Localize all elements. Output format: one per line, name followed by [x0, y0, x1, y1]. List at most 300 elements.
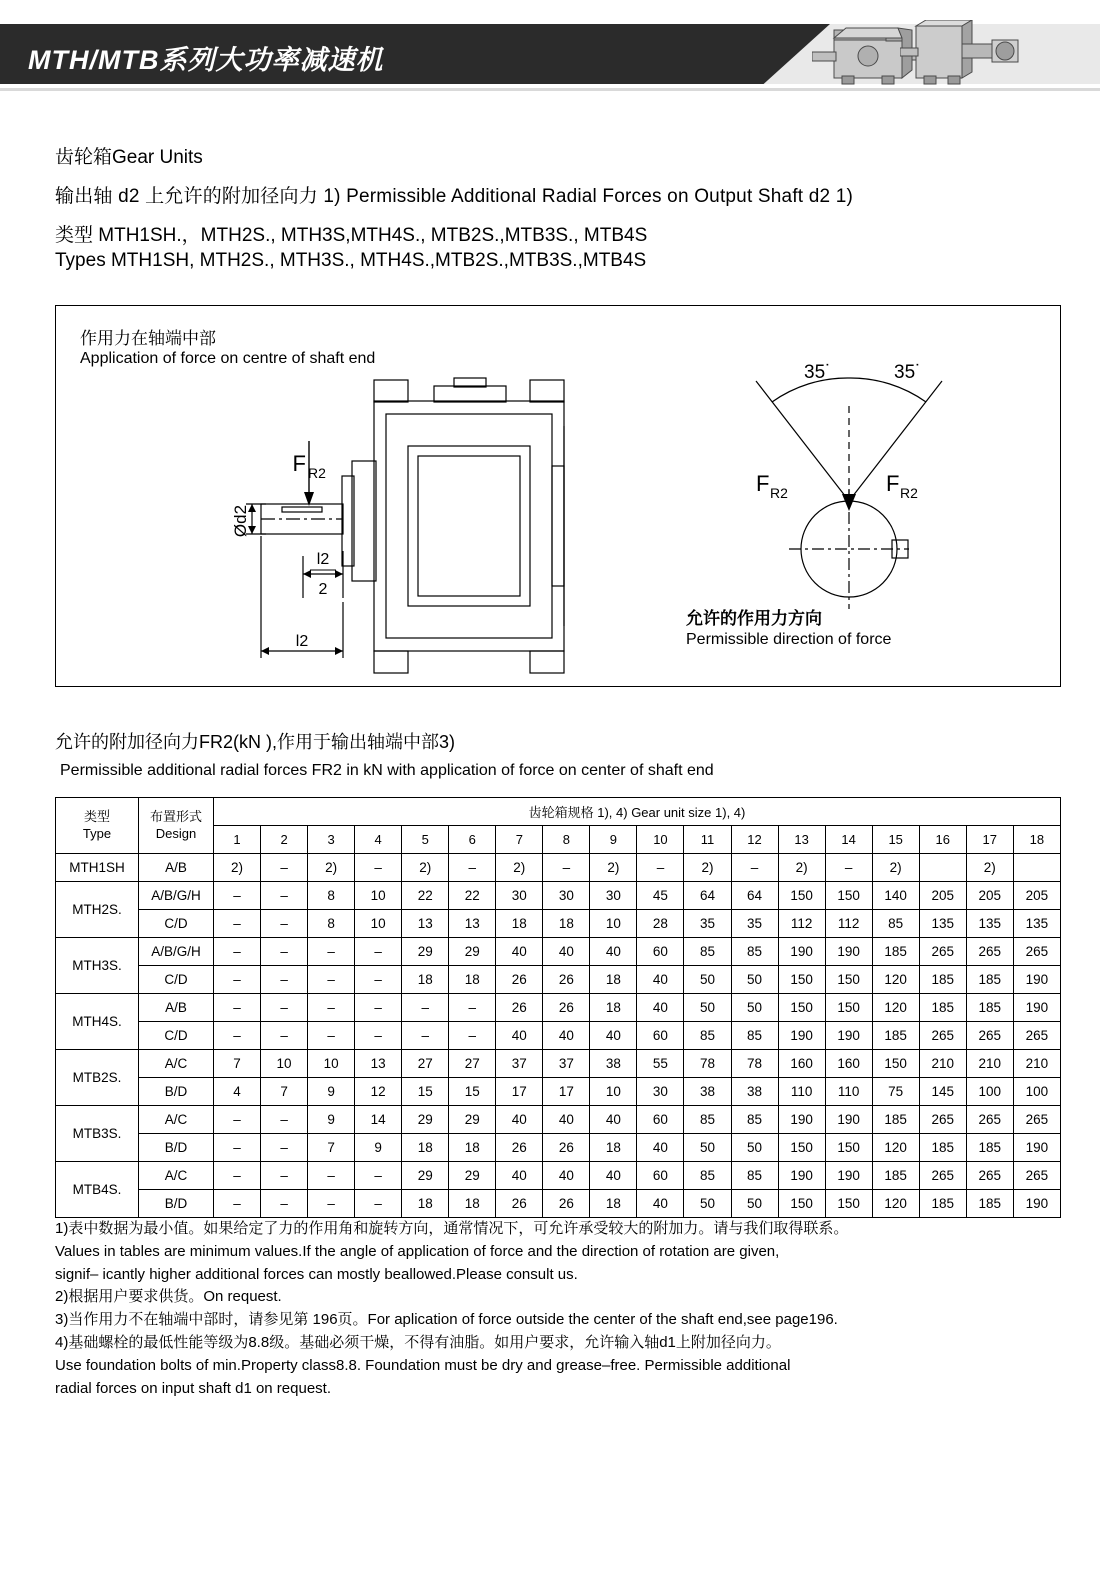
page-header [0, 0, 1100, 105]
cell-value [919, 854, 966, 882]
cell-value: 26 [496, 966, 543, 994]
cell-value: – [355, 854, 402, 882]
svg-text:F: F [292, 451, 306, 476]
cell-design: A/C [139, 1162, 214, 1190]
header-type [56, 798, 139, 854]
header-size-15: 15 [872, 826, 919, 854]
intro-block [55, 142, 1065, 272]
cell-value: 2) [872, 854, 919, 882]
svg-text:l2: l2 [316, 551, 330, 568]
cell-value: – [637, 854, 684, 882]
table-row [56, 882, 1061, 910]
cell-value: 150 [825, 994, 872, 1022]
cell-value: 150 [825, 1190, 872, 1218]
cell-design: B/D [139, 1134, 214, 1162]
cell-value: 265 [919, 1022, 966, 1050]
cell-value: 185 [919, 1134, 966, 1162]
cell-value: 185 [872, 1162, 919, 1190]
footnote-line: 3)当作用力不在轴端中部时，请参见第 196页。For aplication of force outside the center of the shaft end,see page196. [55, 1311, 838, 1329]
cell-value: 50 [684, 1134, 731, 1162]
cell-value: 75 [872, 1078, 919, 1106]
cell-value: – [308, 1162, 355, 1190]
intro-line-4: Types MTH1SH, MTH2S., MTH3S., MTH4S.,MTB2S.,MTB3S.,MTB4S [55, 250, 647, 271]
cell-value: 40 [637, 1190, 684, 1218]
header-size-6: 6 [449, 826, 496, 854]
cell-value: 50 [684, 994, 731, 1022]
table-row [56, 1106, 1061, 1134]
footnote-line: signif– icantly higher additional forces can mostly beallowed.Please consult us. [55, 1265, 578, 1283]
cell-value: 40 [637, 1134, 684, 1162]
cell-value: – [308, 994, 355, 1022]
cell-value: 160 [778, 1050, 825, 1078]
gearbox-product-photo-right-icon [900, 20, 1080, 90]
cell-value: 29 [402, 938, 449, 966]
cell-value: 85 [731, 938, 778, 966]
header-size-16: 16 [919, 826, 966, 854]
cell-value: 22 [402, 882, 449, 910]
page-title: MTH/MTB系列大功率减速机 [28, 45, 384, 75]
cell-value: – [543, 854, 590, 882]
cell-value: 50 [684, 1190, 731, 1218]
header-type-en: Type [82, 825, 112, 841]
cell-value: – [214, 1022, 261, 1050]
cell-value: – [261, 882, 308, 910]
header-size-17: 17 [966, 826, 1013, 854]
cell-value: – [261, 854, 308, 882]
cell-value: 160 [825, 1050, 872, 1078]
cell-value: 50 [684, 966, 731, 994]
cell-value: 28 [637, 910, 684, 938]
cell-value: 185 [919, 1190, 966, 1218]
cell-value: 2) [778, 854, 825, 882]
cell-value: 13 [355, 1050, 402, 1078]
cell-value: – [449, 1022, 496, 1050]
cell-value: 60 [637, 938, 684, 966]
cell-value: 10 [308, 1050, 355, 1078]
svg-text:35˙: 35˙ [804, 362, 832, 383]
cell-value: – [355, 938, 402, 966]
cell-value: 140 [872, 882, 919, 910]
cell-type: MTB4S. [56, 1162, 139, 1218]
header-type-cn: 类型 [83, 809, 110, 825]
cell-value: – [355, 1022, 402, 1050]
cell-value: 85 [684, 1106, 731, 1134]
cell-value: 50 [731, 966, 778, 994]
cell-value: 26 [543, 1134, 590, 1162]
cell-value: 190 [778, 1106, 825, 1134]
header-size-3: 3 [308, 826, 355, 854]
cell-value: 112 [778, 910, 825, 938]
header-size-2: 2 [261, 826, 308, 854]
cell-value: 185 [872, 1022, 919, 1050]
cell-value: 112 [825, 910, 872, 938]
cell-value: 37 [543, 1050, 590, 1078]
gearbox-technical-drawing [56, 306, 1062, 686]
cell-value: 38 [731, 1078, 778, 1106]
cell-value: 30 [637, 1078, 684, 1106]
cell-value: – [731, 854, 778, 882]
cell-value: 14 [355, 1106, 402, 1134]
cell-value: 185 [872, 1106, 919, 1134]
svg-text:R2: R2 [900, 485, 918, 501]
cell-value: 190 [1013, 966, 1060, 994]
svg-text:Ød2: Ød2 [231, 504, 250, 538]
figure-box [55, 305, 1061, 687]
cell-design: C/D [139, 910, 214, 938]
cell-value: – [308, 966, 355, 994]
header-design-cn: 布置形式 [149, 809, 202, 825]
cell-value: 265 [1013, 938, 1060, 966]
cell-value: 15 [449, 1078, 496, 1106]
cell-value: 7 [261, 1078, 308, 1106]
cell-value: 64 [731, 882, 778, 910]
table-row [56, 1022, 1061, 1050]
cell-value: 85 [731, 1106, 778, 1134]
cell-value: 29 [449, 1106, 496, 1134]
cell-value: 18 [590, 1190, 637, 1218]
table-row [56, 994, 1061, 1022]
footnote-line: radial forces on input shaft d1 on request. [55, 1379, 332, 1397]
cell-value: – [214, 910, 261, 938]
cell-value: 210 [966, 1050, 1013, 1078]
cell-value: 40 [543, 1162, 590, 1190]
table-row [56, 966, 1061, 994]
cell-value: – [308, 938, 355, 966]
cell-value: 10 [261, 1050, 308, 1078]
cell-value: 120 [872, 1190, 919, 1218]
cell-value: – [214, 882, 261, 910]
cell-value: 85 [731, 1162, 778, 1190]
cell-design: C/D [139, 966, 214, 994]
cell-value: 2) [308, 854, 355, 882]
header-size-4: 4 [355, 826, 402, 854]
cell-value: 40 [637, 966, 684, 994]
cell-value: 38 [590, 1050, 637, 1078]
cell-value: 185 [966, 994, 1013, 1022]
cell-value: 40 [543, 1106, 590, 1134]
cell-value: 30 [543, 882, 590, 910]
cell-value: 135 [919, 910, 966, 938]
svg-text:35˙: 35˙ [894, 362, 922, 383]
cell-type: MTH3S. [56, 938, 139, 994]
cell-value: 2) [590, 854, 637, 882]
cell-value [1013, 854, 1060, 882]
cell-value: 60 [637, 1022, 684, 1050]
header-size-13: 13 [778, 826, 825, 854]
cell-value: 150 [778, 1190, 825, 1218]
cell-value: 18 [590, 994, 637, 1022]
cell-value: 100 [966, 1078, 1013, 1106]
cell-value: 190 [825, 1162, 872, 1190]
cell-value: – [402, 994, 449, 1022]
header-size-7: 7 [496, 826, 543, 854]
cell-value: 18 [449, 1134, 496, 1162]
cell-value: 150 [825, 966, 872, 994]
cell-value: 120 [872, 1134, 919, 1162]
cell-value: 60 [637, 1106, 684, 1134]
cell-value: – [261, 1022, 308, 1050]
cell-value: 17 [543, 1078, 590, 1106]
header-size-1: 1 [214, 826, 261, 854]
footnote-line: Values in tables are minimum values.If the angle of application of force and the direction of rotation are given, [55, 1242, 780, 1260]
cell-value: – [214, 1134, 261, 1162]
cell-value: 185 [966, 1134, 1013, 1162]
cell-value: 2) [214, 854, 261, 882]
cell-value: 2) [402, 854, 449, 882]
cell-design: A/B/G/H [139, 938, 214, 966]
svg-text:F: F [756, 471, 770, 496]
header-size-8: 8 [543, 826, 590, 854]
cell-value: – [214, 1162, 261, 1190]
cell-value: – [214, 938, 261, 966]
footnote-line: Use foundation bolts of min.Property class8.8. Foundation must be dry and grease–free. Permissible additional [55, 1356, 791, 1374]
cell-value: – [261, 910, 308, 938]
header-design-en: Design [155, 825, 197, 841]
cell-value: 26 [543, 966, 590, 994]
cell-value: 26 [543, 994, 590, 1022]
cell-value: 40 [543, 938, 590, 966]
cell-value: 150 [825, 882, 872, 910]
cell-value: 265 [966, 1162, 1013, 1190]
cell-value: 18 [402, 1134, 449, 1162]
cell-value: 7 [214, 1050, 261, 1078]
header-design [139, 798, 214, 854]
cell-value: – [261, 1162, 308, 1190]
cell-value: 4 [214, 1078, 261, 1106]
cell-value: 50 [731, 1134, 778, 1162]
cell-value: 190 [778, 1022, 825, 1050]
cell-value: 135 [1013, 910, 1060, 938]
intro-line-2: 输出轴 d2 上允许的附加径向力 1) Permissible Additional Radial Forces on Output Shaft d2 1) [55, 186, 854, 207]
cell-value: – [402, 1022, 449, 1050]
svg-text:l2: l2 [295, 633, 309, 650]
cell-value: 150 [778, 994, 825, 1022]
cell-value: 265 [919, 1106, 966, 1134]
cell-value: 40 [637, 994, 684, 1022]
cell-value: – [308, 1022, 355, 1050]
cell-value: 150 [872, 1050, 919, 1078]
footnote-line: 2)根据用户要求供货。On request. [55, 1288, 282, 1306]
cell-value: 27 [449, 1050, 496, 1078]
cell-type: MTH4S. [56, 994, 139, 1050]
cell-value: 13 [449, 910, 496, 938]
table-row [56, 1078, 1061, 1106]
cell-value: 2) [684, 854, 731, 882]
header-size-5: 5 [402, 826, 449, 854]
header-sizes: 齿轮箱规格 1), 4) Gear unit size 1), 4) [214, 798, 1061, 826]
cell-design: A/B [139, 854, 214, 882]
cell-value: 210 [919, 1050, 966, 1078]
cell-design: A/C [139, 1050, 214, 1078]
table-title-cn: 允许的附加径向力FR2(kN ),作用于输出轴端中部3) [55, 732, 455, 752]
cell-value: 29 [449, 1162, 496, 1190]
cell-value: – [214, 994, 261, 1022]
cell-value: 27 [402, 1050, 449, 1078]
cell-value: 10 [355, 882, 402, 910]
cell-design: A/B/G/H [139, 882, 214, 910]
cell-value: 8 [308, 882, 355, 910]
cell-value: 10 [590, 1078, 637, 1106]
cell-value: – [214, 1190, 261, 1218]
cell-value: 50 [731, 994, 778, 1022]
cell-value: 150 [778, 882, 825, 910]
cell-value: 190 [1013, 1190, 1060, 1218]
cell-value: 205 [966, 882, 1013, 910]
cell-value: 10 [590, 910, 637, 938]
cell-value: 40 [590, 938, 637, 966]
table-row [56, 854, 1061, 882]
figure-caption2-cn: 允许的作用力方向 [686, 609, 822, 628]
cell-value: 185 [919, 994, 966, 1022]
cell-value: 29 [402, 1162, 449, 1190]
cell-value: 150 [825, 1134, 872, 1162]
cell-design: A/B [139, 994, 214, 1022]
cell-value: – [449, 994, 496, 1022]
intro-line-1: 齿轮箱Gear Units [55, 147, 203, 168]
cell-value: – [449, 854, 496, 882]
cell-design: A/C [139, 1106, 214, 1134]
radial-forces-table [55, 797, 1061, 1218]
cell-value: 205 [919, 882, 966, 910]
cell-value: 40 [496, 1162, 543, 1190]
header-size-14: 14 [825, 826, 872, 854]
figure-caption-cn: 作用力在轴端中部 [80, 329, 216, 348]
cell-value: 40 [590, 1022, 637, 1050]
cell-value: 26 [496, 994, 543, 1022]
cell-type: MTH2S. [56, 882, 139, 938]
cell-value: 18 [449, 1190, 496, 1218]
footnote-line: 4)基础螺栓的最低性能等级为8.8级。基础必须干燥，不得有油脂。如用户要求，允许输入轴d1上附加径向力。 [55, 1333, 781, 1351]
footnote-line: 1)表中数据为最小值。如果给定了力的作用角和旋转方向，通常情况下，可允许承受较大的附加力。请与我们取得联系。 [55, 1220, 849, 1237]
cell-value: – [355, 1190, 402, 1218]
table-row [56, 910, 1061, 938]
cell-value: – [355, 1162, 402, 1190]
cell-design: B/D [139, 1078, 214, 1106]
cell-value: – [355, 994, 402, 1022]
cell-value: 29 [402, 1106, 449, 1134]
cell-type: MTH1SH [56, 854, 139, 882]
cell-value: – [214, 966, 261, 994]
cell-value: 265 [919, 938, 966, 966]
cell-value: 55 [637, 1050, 684, 1078]
cell-value: 18 [543, 910, 590, 938]
cell-value: 38 [684, 1078, 731, 1106]
cell-design: B/D [139, 1190, 214, 1218]
cell-value: 40 [543, 1022, 590, 1050]
cell-value: 265 [966, 938, 1013, 966]
footnotes [55, 1218, 1065, 1400]
cell-value: 9 [308, 1106, 355, 1134]
cell-value: 190 [825, 938, 872, 966]
cell-value: 120 [872, 994, 919, 1022]
cell-value: 13 [402, 910, 449, 938]
table-row [56, 1050, 1061, 1078]
cell-value: 265 [919, 1162, 966, 1190]
cell-value: 85 [684, 938, 731, 966]
header-size-11: 11 [684, 826, 731, 854]
cell-value: – [261, 1134, 308, 1162]
cell-value: – [308, 1190, 355, 1218]
cell-value: 29 [449, 938, 496, 966]
svg-text:R2: R2 [770, 485, 788, 501]
cell-value: 85 [872, 910, 919, 938]
cell-value: 45 [637, 882, 684, 910]
cell-value: – [261, 1106, 308, 1134]
cell-value: 190 [778, 938, 825, 966]
cell-value: 265 [966, 1106, 1013, 1134]
cell-value: 9 [355, 1134, 402, 1162]
cell-value: 135 [966, 910, 1013, 938]
table-row [56, 1190, 1061, 1218]
cell-value: 40 [496, 1022, 543, 1050]
cell-value: 10 [355, 910, 402, 938]
cell-value: 190 [825, 1022, 872, 1050]
cell-value: 2) [966, 854, 1013, 882]
cell-value: 265 [1013, 1022, 1060, 1050]
cell-value: 120 [872, 966, 919, 994]
cell-value: 30 [590, 882, 637, 910]
cell-value: 40 [496, 1106, 543, 1134]
cell-value: 100 [1013, 1078, 1060, 1106]
cell-type: MTB2S. [56, 1050, 139, 1106]
cell-value: 205 [1013, 882, 1060, 910]
header-size-18: 18 [1013, 826, 1060, 854]
cell-value: 18 [402, 966, 449, 994]
cell-value: 15 [402, 1078, 449, 1106]
cell-value: 18 [590, 966, 637, 994]
table-row [56, 938, 1061, 966]
cell-value: 150 [778, 1134, 825, 1162]
cell-value: 17 [496, 1078, 543, 1106]
cell-value: 190 [1013, 994, 1060, 1022]
svg-text:2: 2 [318, 581, 328, 598]
cell-value: 40 [590, 1106, 637, 1134]
cell-value: 85 [684, 1022, 731, 1050]
cell-value: 78 [731, 1050, 778, 1078]
table-row [56, 1134, 1061, 1162]
cell-value: 85 [684, 1162, 731, 1190]
cell-value: – [261, 966, 308, 994]
table-header-row-1 [56, 798, 1061, 826]
cell-value: 265 [1013, 1106, 1060, 1134]
cell-value: 185 [966, 1190, 1013, 1218]
table-body [56, 854, 1061, 1218]
cell-value: 60 [637, 1162, 684, 1190]
cell-value: – [825, 854, 872, 882]
cell-value: – [214, 1106, 261, 1134]
table-header [56, 798, 1061, 854]
header-size-12: 12 [731, 826, 778, 854]
cell-value: 18 [402, 1190, 449, 1218]
cell-value: 30 [496, 882, 543, 910]
cell-value: – [261, 938, 308, 966]
header-size-10: 10 [637, 826, 684, 854]
cell-value: 18 [496, 910, 543, 938]
cell-value: 7 [308, 1134, 355, 1162]
svg-text:R2: R2 [308, 465, 326, 481]
table-title-en: Permissible additional radial forces FR2 in kN with application of force on center of shaft end [60, 762, 714, 779]
cell-value: 26 [496, 1190, 543, 1218]
cell-value: 40 [496, 938, 543, 966]
cell-value: 265 [1013, 1162, 1060, 1190]
cell-value: 22 [449, 882, 496, 910]
cell-value: 12 [355, 1078, 402, 1106]
cell-value: 110 [778, 1078, 825, 1106]
cell-value: 8 [308, 910, 355, 938]
cell-value: 190 [1013, 1134, 1060, 1162]
cell-value: 190 [778, 1162, 825, 1190]
cell-value: 26 [496, 1134, 543, 1162]
